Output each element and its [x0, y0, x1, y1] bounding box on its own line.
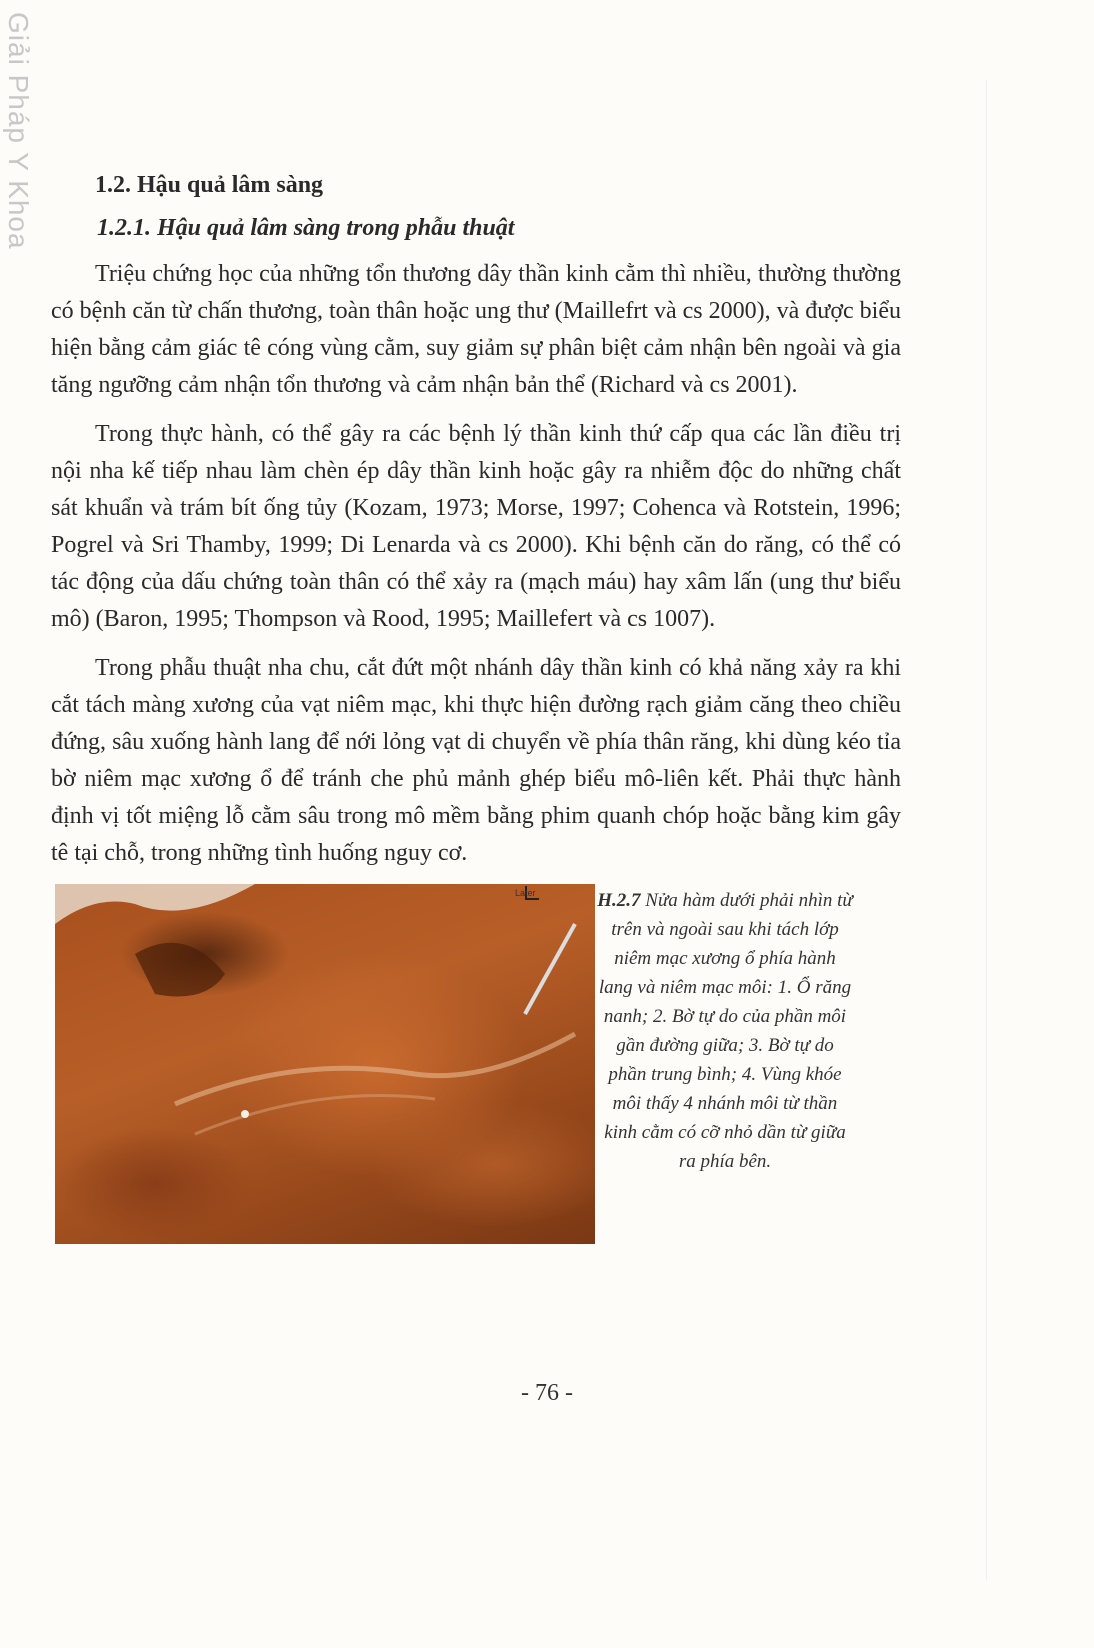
- caption-label: H.2.7: [597, 890, 641, 911]
- page-number: - 76 -: [521, 1380, 573, 1406]
- paragraph-3: Trong phẫu thuật nha chu, cắt đứt một nhánh dây thần kinh có khả năng xảy ra khi cắt tách màng xương của vạt niêm mạc, khi thực hiện đường rạch giảm căng theo chiều đứng, sâu xuống hành lang để nới lỏng vạt di chuyển về phía thân răng, khi dùng kéo tỉa bờ niêm mạc xương ổ để tránh che phủ mảnh ghép biểu mô-liên kết. Phải thực hành định vị tốt miệng lỗ cằm sâu trong mô mềm bằng phim quanh chóp hoặc bằng kim gây tê tại chỗ, trong những tình huống nguy cơ.: [51, 655, 901, 866]
- paragraph-1: Triệu chứng học của những tổn thương dây thần kinh cằm thì nhiều, thường thường có bệnh căn từ chấn thương, toàn thân hoặc ung thư (Maillefrt và cs 2000), và được biểu hiện bằng cảm giác tê cóng vùng cằm, suy giảm sự phân biệt cảm nhận bên ngoài và gia tăng ngưỡng cảm nhận tổn thương và cảm nhận bản thể (Richard và cs 2001).: [51, 261, 901, 398]
- subsection-heading: 1.2.1. Hậu quả lâm sàng trong phẫu thuật: [97, 215, 515, 241]
- surgical-photo: [55, 884, 595, 1244]
- orientation-label: Later: [515, 888, 536, 898]
- watermark: Giải Pháp Y Khoa: [3, 12, 34, 250]
- page-content: [51, 172, 901, 1244]
- margin-rule: [986, 80, 987, 1580]
- paragraph-2: Trong thực hành, có thể gây ra các bệnh lý thần kinh thứ cấp qua các lần điều trị nội nha kế tiếp nhau làm chèn ép dây thần kinh hoặc gây ra nhiễm độc do những chất sát khuẩn và trám bít ống tủy (Kozam, 1973; Morse, 1997; Cohenca và Rotstein, 1996; Pogrel và Sri Thamby, 1999; Di Lenarda và cs 2000). Khi bệnh căn do răng, có thể có tác động của dấu chứng toàn thân có thể xảy ra (mạch máu) hay xâm lấn (ung thư biểu mô) (Baron, 1995; Thompson và Rood, 1995; Maillefert và cs 1007).: [51, 421, 901, 632]
- figure-caption: [595, 886, 855, 1176]
- section-heading: 1.2. Hậu quả lâm sàng: [95, 172, 324, 198]
- caption-text: Nửa hàm dưới phải nhìn từ trên và ngoài sau khi tách lớp niêm mạc xương ổ phía hành lang và niêm mạc môi: 1. Ổ răng nanh; 2. Bờ tự do của phần môi gần đường giữa; 3. Bờ tự do phần trung bình; 4. Vùng khóe môi thấy 4 nhánh môi từ thần kinh cằm có cỡ nhỏ dần từ giữa ra phía bên.: [598, 890, 853, 1172]
- figure: [51, 884, 901, 1244]
- photo-details: [55, 884, 595, 1244]
